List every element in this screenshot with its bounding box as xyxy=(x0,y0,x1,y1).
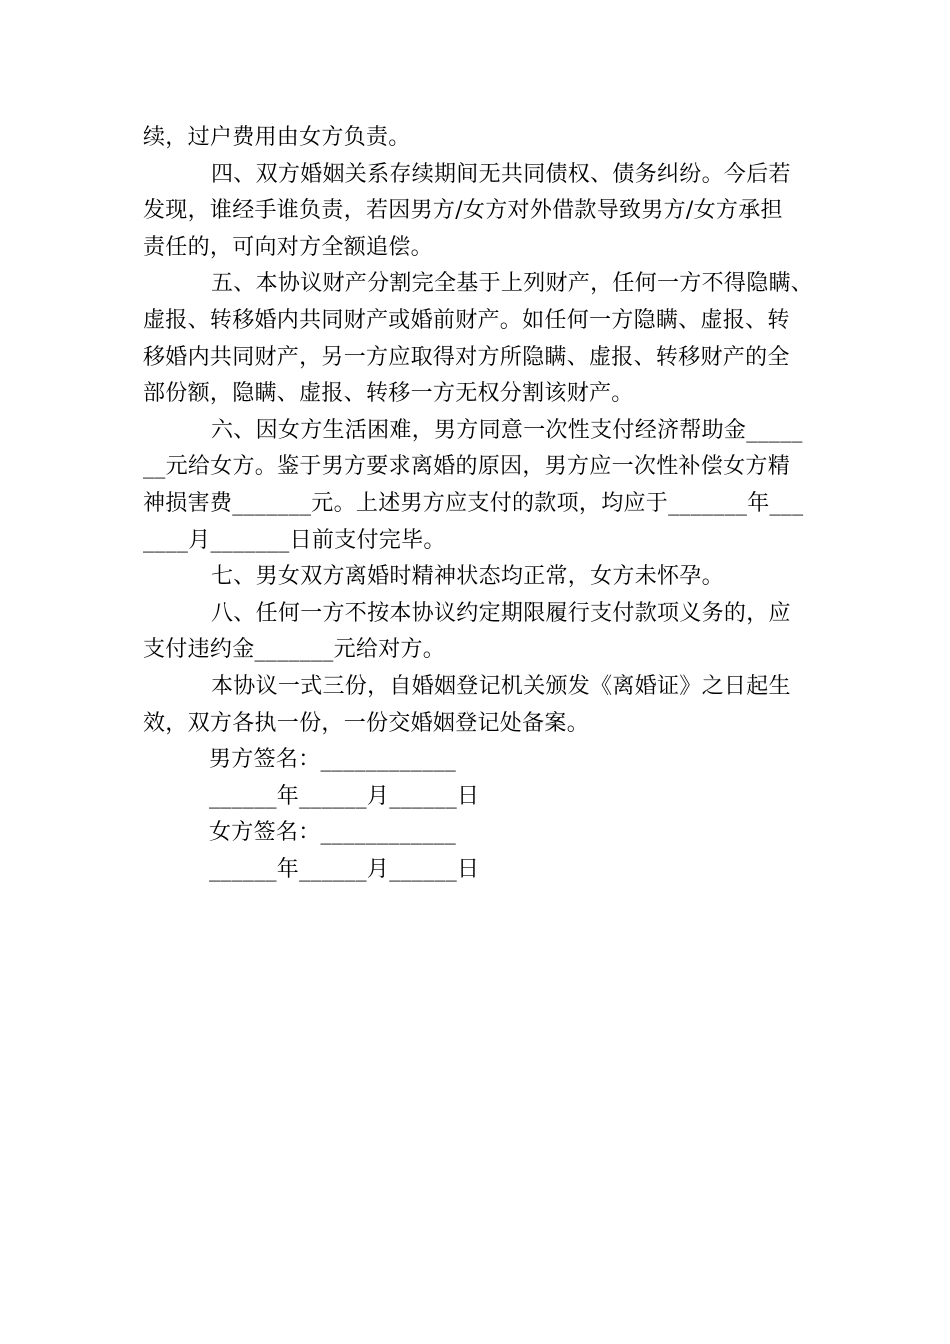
paragraph-line: 发现，谁经手谁负责，若因男方/女方对外借款导致男方/女方承担 xyxy=(143,198,783,224)
clause-five-line: 五、本协议财产分割完全基于上列财产，任何一方不得隐瞒、 xyxy=(211,271,814,297)
paragraph-line: 效，双方各执一份，一份交婚姻登记处备案。 xyxy=(143,710,590,736)
clause-eight-line: 八、任何一方不按本协议约定期限履行支付款项义务的，应 xyxy=(211,600,791,626)
closing-clause-line: 本协议一式三份，自婚姻登记机关颁发《离婚证》之日起生 xyxy=(211,673,791,699)
female-date-line: ______年______月______日 xyxy=(209,856,480,882)
paragraph-line: ____月_______日前支付完毕。 xyxy=(143,527,446,553)
agreement-body xyxy=(143,120,823,888)
female-signature-line: 女方签名：____________ xyxy=(209,820,457,846)
paragraph-line: 移婚内共同财产，另一方应取得对方所隐瞒、虚报、转移财产的全 xyxy=(143,344,790,370)
clause-four-line: 四、双方婚姻关系存续期间无共同债权、债务纠纷。今后若 xyxy=(211,161,791,187)
clause-seven-line: 七、男女双方离婚时精神状态均正常，女方未怀孕。 xyxy=(211,564,724,590)
paragraph-line: __元给女方。鉴于男方要求离婚的原因，男方应一次性补偿女方精 xyxy=(143,454,791,480)
paragraph-line: 续，过户费用由女方负责。 xyxy=(143,125,411,150)
signature-block xyxy=(143,742,823,888)
paragraph-line: 责任的，可向对方全额追偿。 xyxy=(143,234,433,260)
paragraph-line: 神损害费_______元。上述男方应支付的款项，均应于_______年___ xyxy=(143,490,804,516)
male-signature-line: 男方签名：____________ xyxy=(209,747,457,773)
paragraph-line: 部份额，隐瞒、虚报、转移一方无权分割该财产。 xyxy=(143,381,634,407)
male-date-line: ______年______月______日 xyxy=(209,783,480,809)
clause-six-line: 六、因女方生活困难，男方同意一次性支付经济帮助金_____ xyxy=(211,417,803,443)
paragraph-line: 虚报、转移婚内共同财产或婚前财产。如任何一方隐瞒、虚报、转 xyxy=(143,307,790,333)
paragraph-line: 支付违约金_______元给对方。 xyxy=(143,637,446,663)
